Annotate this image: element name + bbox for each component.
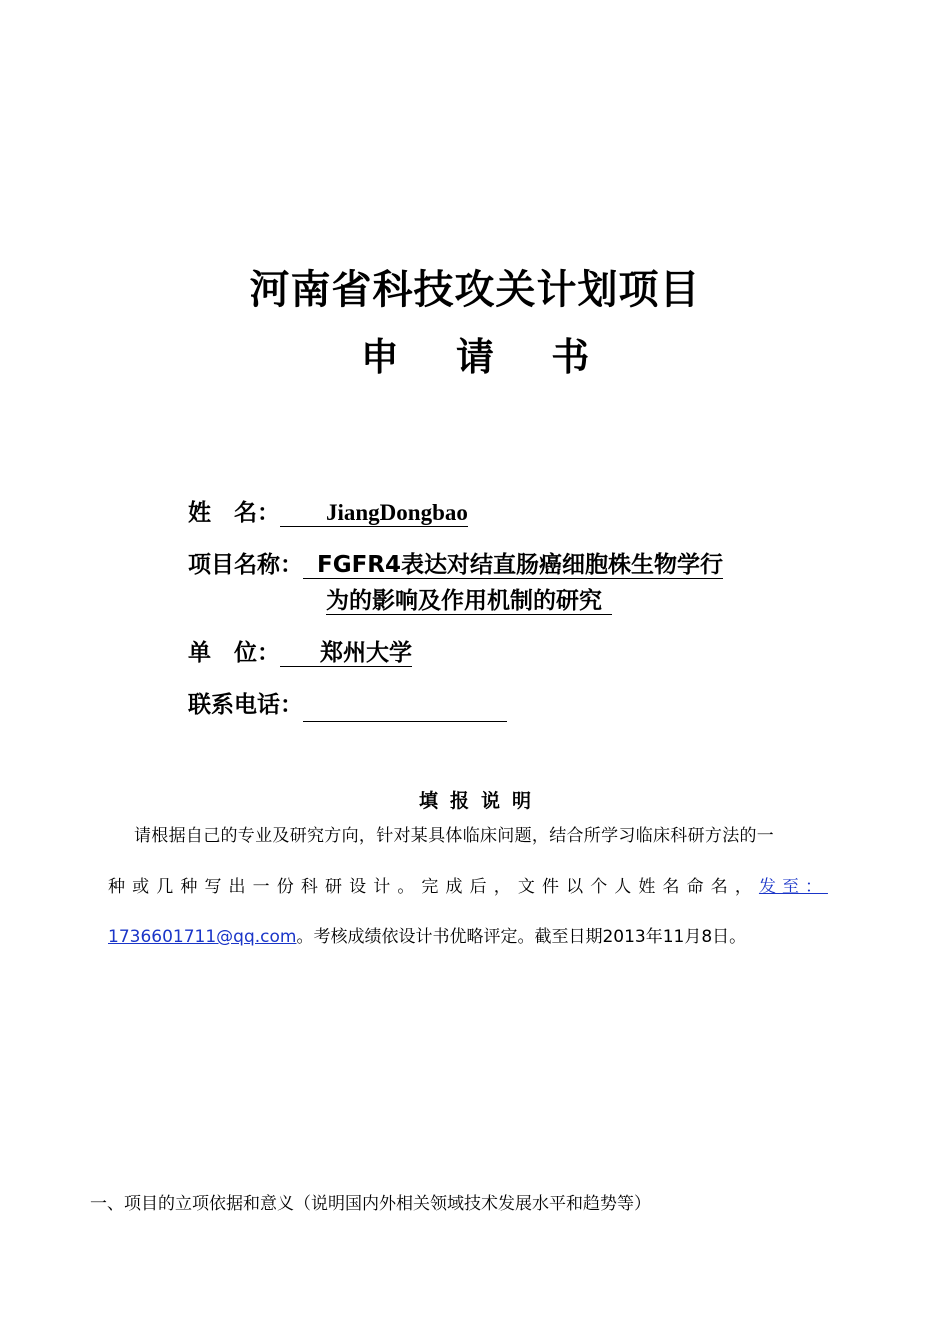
project-name-continuation xyxy=(326,584,612,618)
unit-label: 单 位： xyxy=(188,640,280,666)
instructions-line-2-char: 名 xyxy=(710,877,728,897)
instructions-line-2-char: 份 xyxy=(276,877,294,897)
document-title: 河南省科技攻关计划项目 xyxy=(249,267,701,313)
instructions-line-2-char: 名 xyxy=(662,877,680,897)
instructions-line-2-char: 。 xyxy=(397,877,415,897)
instructions-line-2-char: 个 xyxy=(590,877,608,897)
name-field xyxy=(188,496,468,530)
project-name-field xyxy=(188,548,723,582)
project-name-value-line2: 为的影响及作用机制的研究 xyxy=(326,588,612,615)
instructions-line-2-char: 成 xyxy=(445,877,463,897)
instructions-line-2-char: 件 xyxy=(541,877,559,897)
instructions-line-2-char: 科 xyxy=(300,877,318,897)
instructions-line-2-char: 或 xyxy=(132,877,150,897)
instructions-line-3-text: 。考核成绩依设计书优略评定。截至日期2013年11月8日。 xyxy=(296,927,747,947)
instructions-line-2-char: 人 xyxy=(614,877,632,897)
name-label: 姓 名： xyxy=(188,500,280,526)
send-to-link[interactable]: 发至： xyxy=(758,877,828,897)
project-name-label: 项目名称： xyxy=(188,552,303,578)
instructions-line-2-char: 研 xyxy=(324,877,342,897)
instructions-line-2-char: 完 xyxy=(421,877,439,897)
instructions-line-2-char: 出 xyxy=(228,877,246,897)
unit-value: 郑州大学 xyxy=(280,640,412,667)
name-value: JiangDongbao xyxy=(280,500,468,527)
instructions-line-2-char: 写 xyxy=(204,877,222,897)
instructions-line-2-char: 种 xyxy=(108,877,125,897)
document-subtitle: 申 请 书 xyxy=(360,335,612,379)
unit-field xyxy=(188,636,412,670)
phone-field xyxy=(188,688,507,722)
instructions-line-2 xyxy=(108,872,828,897)
instructions-line-2-char: 几 xyxy=(156,877,174,897)
project-name-value-line1: FGFR4表达对结直肠癌细胞株生物学行 xyxy=(303,552,723,579)
instructions-line-3 xyxy=(108,922,746,947)
instructions-line-2-char: 后 xyxy=(469,877,487,897)
instructions-line-2-char: 姓 xyxy=(638,877,656,897)
instructions-line-2-char: 一 xyxy=(252,877,270,897)
instructions-line-2-char: 计 xyxy=(373,877,391,897)
instructions-heading: 填报说明 xyxy=(418,790,543,812)
instructions-line-2-char: ， xyxy=(493,877,511,897)
instructions-line-2-char: 种 xyxy=(180,877,198,897)
instructions-line-2-char: 设 xyxy=(349,877,367,897)
section-1-heading: 一、项目的立项依据和意义（说明国内外相关领域技术发展水平和趋势等） xyxy=(90,1194,651,1214)
instructions-line-1: 请根据自己的专业及研究方向，针对某具体临床问题，结合所学习临床科研方法的一 xyxy=(134,826,775,846)
instructions-line-2-char: 以 xyxy=(566,877,584,897)
instructions-line-2-char: ， xyxy=(734,877,752,897)
instructions-line-2-char: 文 xyxy=(517,877,535,897)
phone-value xyxy=(303,695,507,722)
phone-label: 联系电话： xyxy=(188,692,303,718)
email-link[interactable]: 1736601711@qq.com xyxy=(108,927,297,947)
instructions-line-2-char: 命 xyxy=(686,877,704,897)
